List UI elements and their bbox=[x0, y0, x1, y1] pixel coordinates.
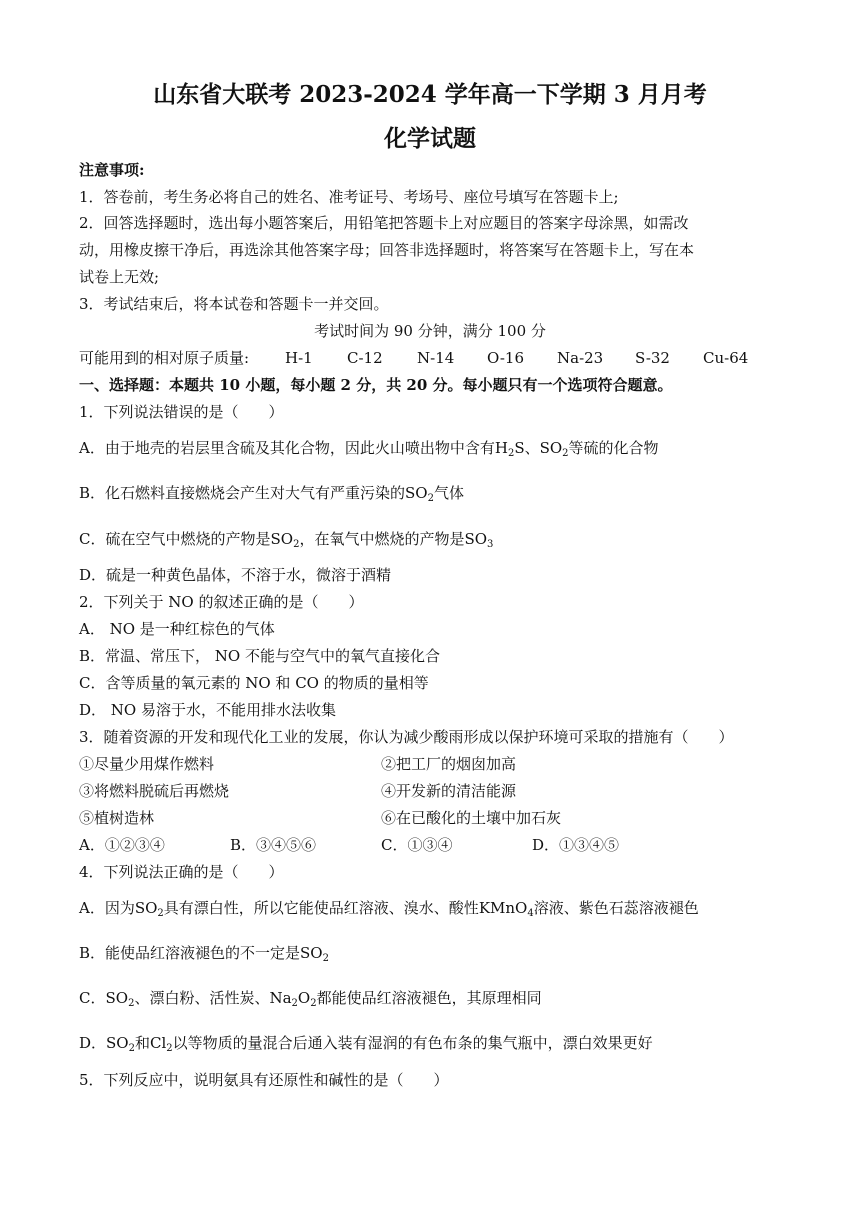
atomic-mass-item: H-1 bbox=[285, 349, 313, 367]
question-3-measure: ③将燃料脱硫后再燃烧 bbox=[79, 782, 230, 800]
question-1-option-a: A．由于地壳的岩层里含硫及其化合物，因此火山喷出物中含有$H_2S$、$SO_2$等硫的化合物 bbox=[79, 439, 659, 459]
question-3-measure: ②把工厂的烟囱加高 bbox=[381, 755, 517, 773]
question-4-option-a: A．因为$SO_2$具有漂白性，所以它能使品红溶液、溴水、酸性KMnO$_4$溶液、紫色石蕊溶液褪色 bbox=[79, 899, 699, 919]
atomic-mass-item: C-12 bbox=[347, 349, 383, 367]
question-3-option-d: D．①③④⑤ bbox=[532, 836, 620, 854]
notice-item-2-line-3: 试卷上无效; bbox=[79, 268, 160, 286]
exam-info: 考试时间为 90 分钟，满分 100 分 bbox=[314, 322, 546, 340]
question-2-option-c: C．含等质量的氧元素的 NO 和 CO 的物质的量相等 bbox=[79, 674, 429, 692]
question-3-option-b: B．③④⑤⑥ bbox=[230, 836, 317, 854]
exam-title: 山东省大联考 2023-2024 学年高一下学期 3 月月考 bbox=[153, 81, 707, 108]
atomic-mass-item: N-14 bbox=[417, 349, 455, 367]
question-2-option-d: D． NO 易溶于水，不能用排水法收集 bbox=[79, 701, 336, 719]
section-1-heading: 一、选择题：本题共 10 小题，每小题 2 分，共 20 分。每小题只有一个选项符合题意。 bbox=[79, 376, 673, 394]
question-2-option-a: A． NO 是一种红棕色的气体 bbox=[79, 620, 275, 638]
atomic-mass-label: 可能用到的相对原子质量: bbox=[79, 349, 250, 367]
notice-heading: 注意事项: bbox=[79, 161, 145, 179]
question-2-option-b: B．常温、常压下， NO 不能与空气中的氧气直接化合 bbox=[79, 647, 440, 665]
question-4-option-b: B．能使品红溶液褪色的不一定是$SO_2$ bbox=[79, 944, 329, 964]
notice-item-2-line-1: 2．回答选择题时，选出每小题答案后，用铅笔把答题卡上对应题目的答案字母涂黑，如需改 bbox=[79, 214, 689, 232]
notice-item-3: 3．考试结束后，将本试卷和答题卡一并交回。 bbox=[79, 295, 389, 313]
question-1-option-c: C．硫在空气中燃烧的产物是$SO_2$，在氧气中燃烧的产物是$SO_3$ bbox=[79, 530, 494, 550]
question-3-measure: ①尽量少用煤作燃料 bbox=[79, 755, 215, 773]
question-3-choices-row bbox=[79, 835, 619, 855]
question-3-options-row bbox=[79, 808, 561, 828]
question-1-stem: 1．下列说法错误的是（ ） bbox=[79, 403, 284, 421]
atomic-mass-row bbox=[79, 348, 748, 368]
question-3-stem: 3．随着资源的开发和现代化工业的发展，你认为减少酸雨形成以保护环境可采取的措施有（ ） bbox=[79, 728, 734, 746]
atomic-mass-item: Na-23 bbox=[557, 349, 604, 367]
atomic-mass-item: O-16 bbox=[487, 349, 525, 367]
question-2-stem: 2．下列关于 NO 的叙述正确的是（ ） bbox=[79, 593, 364, 611]
atomic-mass-item: Cu-64 bbox=[703, 349, 749, 367]
question-5-stem: 5．下列反应中，说明氨具有还原性和碱性的是（ ） bbox=[79, 1071, 449, 1089]
question-1-option-d: D．硫是一种黄色晶体，不溶于水，微溶于酒精 bbox=[79, 566, 392, 584]
notice-item-2-line-2: 动，用橡皮擦干净后，再选涂其他答案字母；回答非选择题时，将答案写在答题卡上，写在本 bbox=[79, 241, 695, 259]
question-3-measure: ⑤植树造林 bbox=[79, 809, 155, 827]
question-3-options-row bbox=[79, 754, 516, 774]
question-4-stem: 4．下列说法正确的是（ ） bbox=[79, 863, 284, 881]
question-3-measure: ④开发新的清洁能源 bbox=[381, 782, 517, 800]
question-4-option-d: D．$SO_2$和$Cl_2$以等物质的量混合后通入装有湿润的有色布条的集气瓶中，漂白效果更好 bbox=[79, 1034, 653, 1054]
notice-item-1: 1．答卷前，考生务必将自己的姓名、准考证号、考场号、座位号填写在答题卡上; bbox=[79, 188, 619, 206]
question-3-option-a: A．①②③④ bbox=[79, 836, 165, 854]
exam-subtitle: 化学试题 bbox=[384, 125, 476, 152]
question-1-option-b: B．化石燃料直接燃烧会产生对大气有严重污染的$SO_2$气体 bbox=[79, 484, 464, 504]
question-3-measure: ⑥在已酸化的土壤中加石灰 bbox=[381, 809, 562, 827]
question-3-options-row bbox=[79, 781, 516, 801]
atomic-mass-item: S-32 bbox=[635, 349, 670, 367]
question-3-option-c: C．①③④ bbox=[381, 836, 453, 854]
question-4-option-c: C．$SO_2$、漂白粉、活性炭、$Na_2O_2$都能使品红溶液褪色，其原理相同 bbox=[79, 989, 542, 1009]
